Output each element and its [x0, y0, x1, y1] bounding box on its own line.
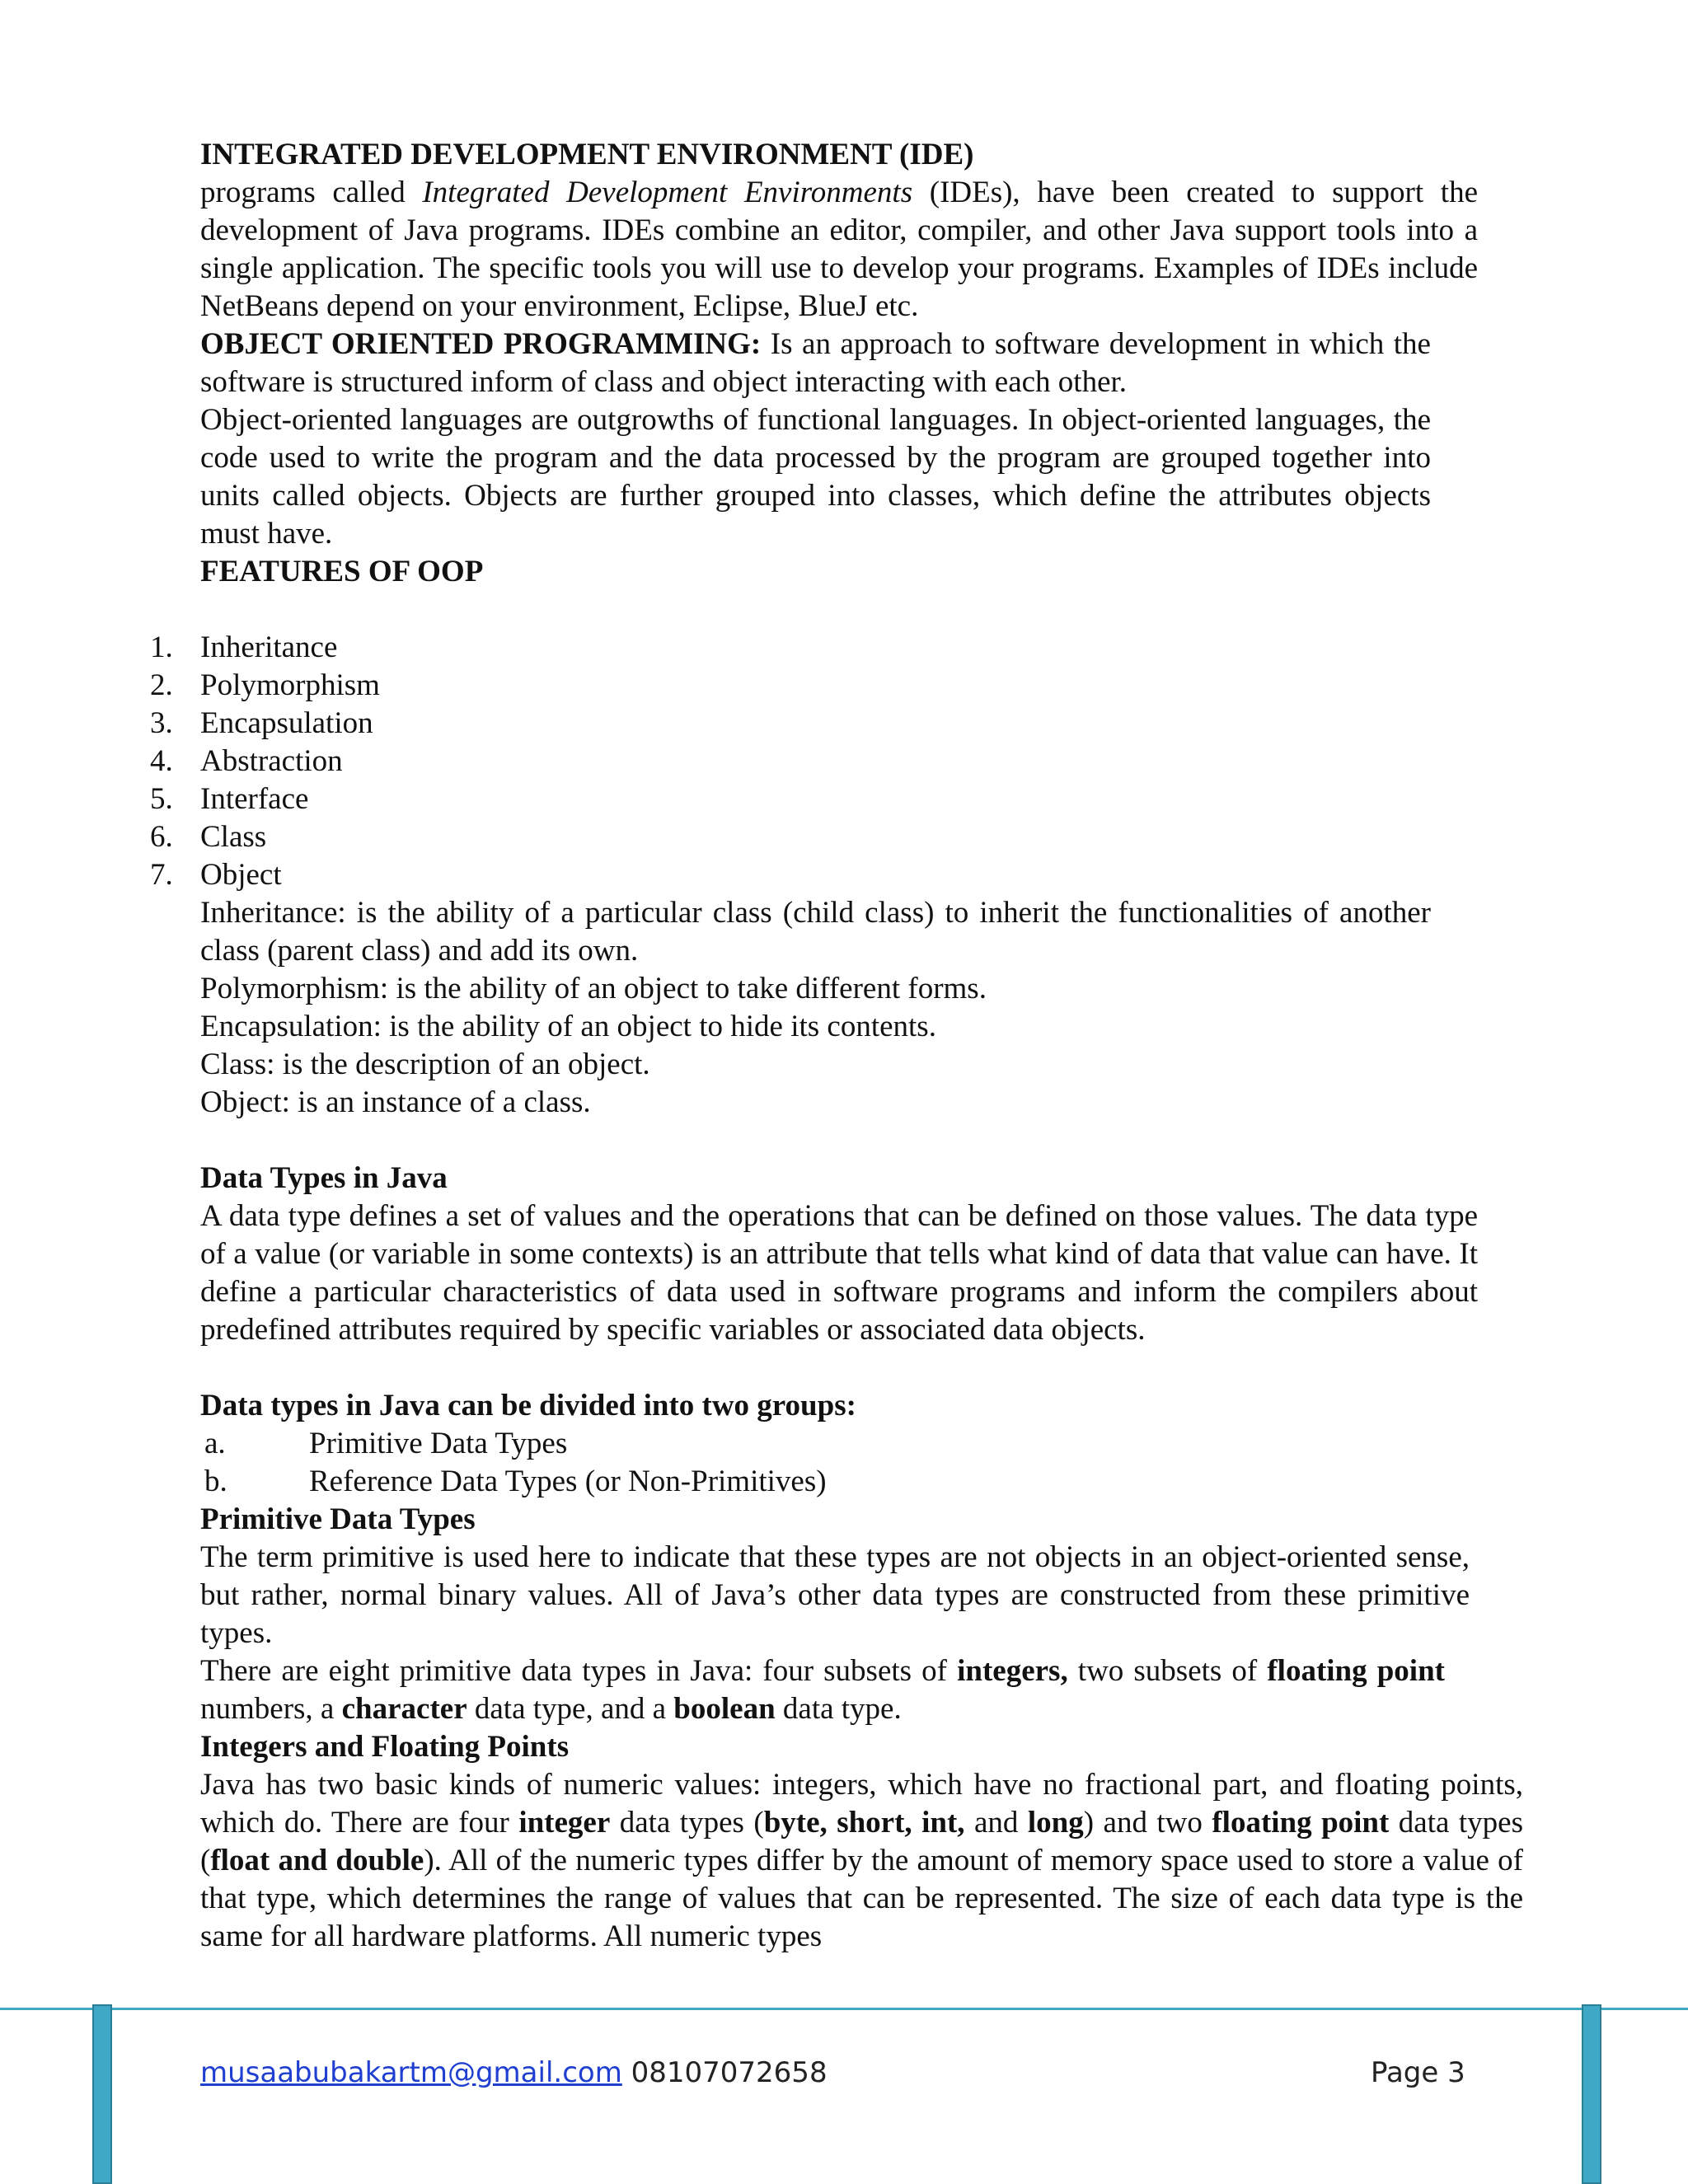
list-number: 1.	[150, 630, 173, 664]
list-item	[150, 743, 1503, 780]
text-run: data type, and a	[467, 1692, 674, 1726]
text-run: two subsets of	[1067, 1654, 1268, 1688]
oop-paragraph: Object-oriented languages are outgrowths of functional languages. In object-oriented languages, the code used to write the program and the data processed by the program are grouped together into units called objects. Objects are further grouped into classes, which define the attributes objects must have.	[200, 403, 1431, 551]
list-item	[150, 667, 1503, 705]
list-item	[150, 705, 1503, 743]
list-label: Object	[200, 858, 282, 892]
footer-left-bar	[92, 2004, 112, 2184]
ide-text-1: programs called	[200, 176, 423, 209]
list-item	[150, 629, 1503, 667]
text-run: data types (	[610, 1806, 764, 1840]
list-label: Polymorphism	[200, 668, 380, 702]
integers-paragraph	[200, 1766, 1523, 1956]
ide-text-em: Integrated Development Environments	[422, 176, 913, 209]
oop-heading: OBJECT ORIENTED PROGRAMMING:	[200, 327, 762, 361]
ide-heading: INTEGRATED DEVELOPMENT ENVIRONMENT (IDE)	[200, 138, 974, 171]
datatypes-paragraph: A data type defines a set of values and the operations that can be defined on those values. The data type of a value (or variable in some contexts) is an attribute that tells what kind of data that value can have. It define a particular characteristics of data used in software programs and inform the compilers about predefined attributes required by specific variables or associated data objects.	[200, 1199, 1478, 1347]
def-encapsulation: Encapsulation: is the ability of an object to hide its contents.	[200, 1010, 936, 1043]
text-run: Java has two basic kinds of numeric values: integers, which have no fractional part, and floating points, which do. There are four	[200, 1768, 1523, 1840]
integers-heading: Integers and Floating Points	[200, 1730, 570, 1764]
list-number: 3.	[150, 706, 173, 740]
features-list	[150, 629, 1503, 894]
text-run: ). All of the numeric types differ by the amount of memory space used to store a value of that type, which determines the range of values that can be represented. The size of each data type is the same for all hardware platforms. All numeric types	[200, 1844, 1523, 1953]
text-bold: long	[1027, 1806, 1084, 1840]
list-label: Class	[200, 820, 267, 854]
list-number: 2.	[150, 668, 173, 702]
text-bold: integers,	[957, 1654, 1068, 1688]
text-bold: floating point	[1267, 1654, 1445, 1688]
footer-right-bar	[1582, 2004, 1601, 2184]
text-bold: integer	[518, 1806, 611, 1840]
def-class: Class: is the description of an object.	[200, 1047, 650, 1081]
primitive-heading: Primitive Data Types	[200, 1502, 476, 1536]
page-number: Page 3	[1371, 2056, 1465, 2089]
list-item	[204, 1463, 1503, 1501]
def-inheritance: Inheritance: is the ability of a particular class (child class) to inherit the functionalities of another class (parent class) and add its own.	[200, 896, 1431, 968]
def-object: Object: is an instance of a class.	[200, 1085, 591, 1119]
text-run: data type.	[775, 1692, 902, 1726]
ide-text-2: (IDEs), have been created to support the development of Java programs. IDEs combine an editor, compiler, and other Java support tools into a single application. The specific tools you will use to develop your programs. Examples of IDEs include NetBeans depend on your environment, Eclipse, BlueJ etc.	[200, 176, 1478, 323]
footer-contact	[200, 2056, 828, 2089]
list-label: Abstraction	[200, 744, 343, 778]
list-item	[150, 818, 1503, 856]
text-bold: boolean	[673, 1692, 776, 1726]
list-number: 5.	[150, 782, 173, 816]
text-run: numbers, a	[200, 1692, 342, 1726]
list-number: 6.	[150, 820, 173, 854]
text-bold: byte, short, int,	[763, 1806, 965, 1840]
text-run: There are eight primitive data types in Java: four subsets of	[200, 1654, 958, 1688]
list-number: 4.	[150, 744, 173, 778]
list-label: Interface	[200, 782, 309, 816]
def-polymorphism: Polymorphism: is the ability of an object to take different forms.	[200, 972, 987, 1005]
text-run: data types (	[200, 1806, 1523, 1877]
datatypes-heading: Data Types in Java	[200, 1161, 448, 1195]
list-label: Reference Data Types (or Non-Primitives)	[309, 1465, 827, 1498]
text-run: ) and two	[1083, 1806, 1212, 1840]
list-label: Encapsulation	[200, 706, 373, 740]
list-label: Primitive Data Types	[309, 1427, 568, 1460]
oop-def-text: Is an approach to software development in which the software is structured inform of class and object interacting with each other.	[200, 327, 1431, 399]
groups-heading: Data types in Java can be divided into two groups:	[200, 1389, 856, 1422]
list-number: 7.	[150, 858, 173, 892]
list-label: Inheritance	[200, 630, 338, 664]
list-letter: b.	[204, 1465, 227, 1498]
text-run: and	[964, 1806, 1028, 1840]
list-item	[204, 1425, 1503, 1463]
oop-definition	[200, 326, 1431, 401]
groups-list	[204, 1425, 1503, 1501]
ide-paragraph	[200, 174, 1478, 326]
list-item	[150, 780, 1503, 818]
primitive-paragraph: The term primitive is used here to indicate that these types are not objects in an object-oriented sense, but rather, normal binary values. All of Java’s other data types are constructed from these primitive types.	[200, 1540, 1470, 1650]
phone-number: 08107072658	[621, 2056, 828, 2089]
primitive-counts	[200, 1652, 1445, 1728]
text-bold: float and double	[210, 1844, 424, 1877]
text-bold: character	[341, 1692, 467, 1726]
text-bold: floating point	[1212, 1806, 1390, 1840]
footer-divider	[0, 2008, 1688, 2010]
features-heading: FEATURES OF OOP	[200, 555, 484, 588]
email-link[interactable]: musaabubakartm@gmail.com	[200, 2056, 622, 2089]
list-item	[150, 856, 1503, 894]
page-content	[150, 136, 1523, 1956]
list-letter: a.	[204, 1427, 226, 1460]
